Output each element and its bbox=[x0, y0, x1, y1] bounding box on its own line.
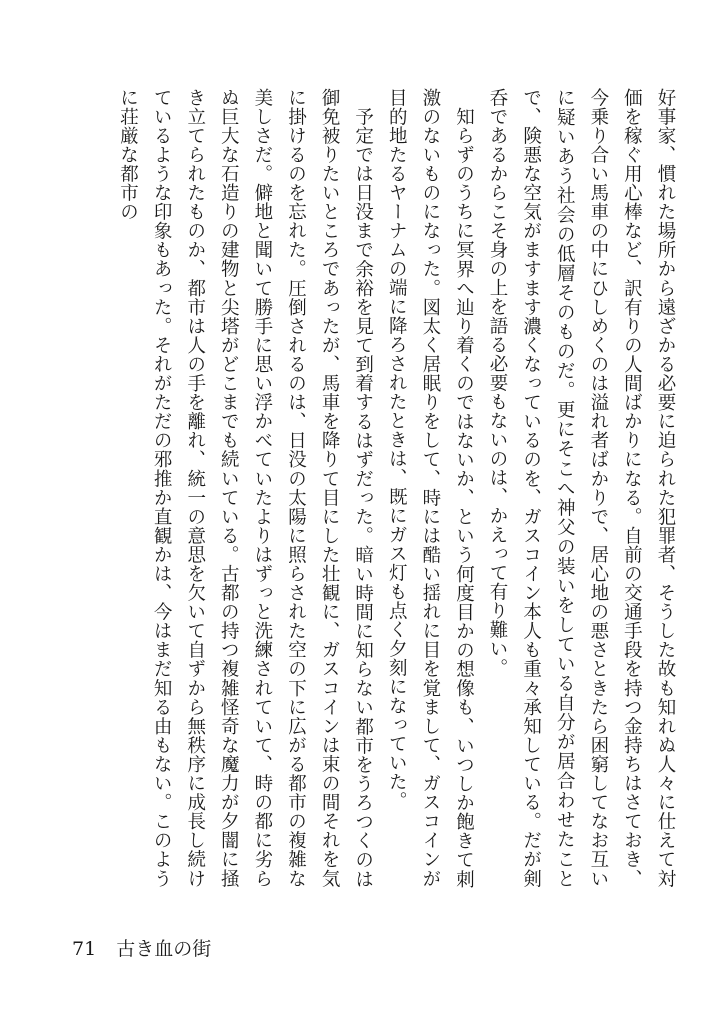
page-number: 71 bbox=[72, 938, 97, 960]
paragraph: 予定では日没まで余裕を見て到着するはずだった。暗い時間に知らない都市をうろつくのは御免被りたいところであったが、馬車を降りて目にした壮観に、ガスコインは束の間それを気に掛けるのを忘れた。圧倒されるのは、日没の太陽に照らされた空の下に広がる都市の複雑な美しさだ。僻地と聞いて勝手に思い浮かべていたよりはずっと洗練されていて、時の都に劣らぬ巨大な石造りの建物と尖塔がどこまでも続いている。古都の持つ複雑怪奇な魔力が夕闇に掻き立てられたものか、都市は人の手を離れ、統一の意思を欠いて自ずから無秩序に成長し続けているような印象もあった。それがただの邪推か直観かは、今はまだ知る由もない。このように荘厳な都市の bbox=[117, 88, 374, 888]
paragraph: 好事家、慣れた場所から遠ざかる必要に迫られた犯罪者、そうした故も知れぬ人々に仕えて対価を稼ぐ用心棒など、訳有りの人間ばかりになる。自前の交通手段を持つ金持ちはさておき、今乗り合い馬車の中にひしめくのは溢れ者ばかりで、居心地の悪さときたら困窮してなお互いに疑いあう社会の低層そのものだ。更にそこへ神父の装いをしている自分が居合わせたことで、険悪な空気がますます濃くなっているのを、ガスコイン本人も重々承知している。だが剣呑であるからこそ身の上を語る必要もないのは、かえって有り難い。 bbox=[487, 88, 676, 888]
page-footer bbox=[72, 934, 211, 961]
vertical-text-body bbox=[117, 88, 682, 888]
paragraph: 知らずのうちに冥界へ辿り着くのではないか、という何度目かの想像も、いつしか飽きて刺激のないものになった。図太く居眠りをして、時には酷い揺れに目を覚まして、ガスコインが目的地たるヤーナムの端に降ろされたときは、既にガス灯も点く夕刻になっていた。 bbox=[386, 88, 475, 888]
running-title: 古き血の街 bbox=[116, 938, 212, 960]
